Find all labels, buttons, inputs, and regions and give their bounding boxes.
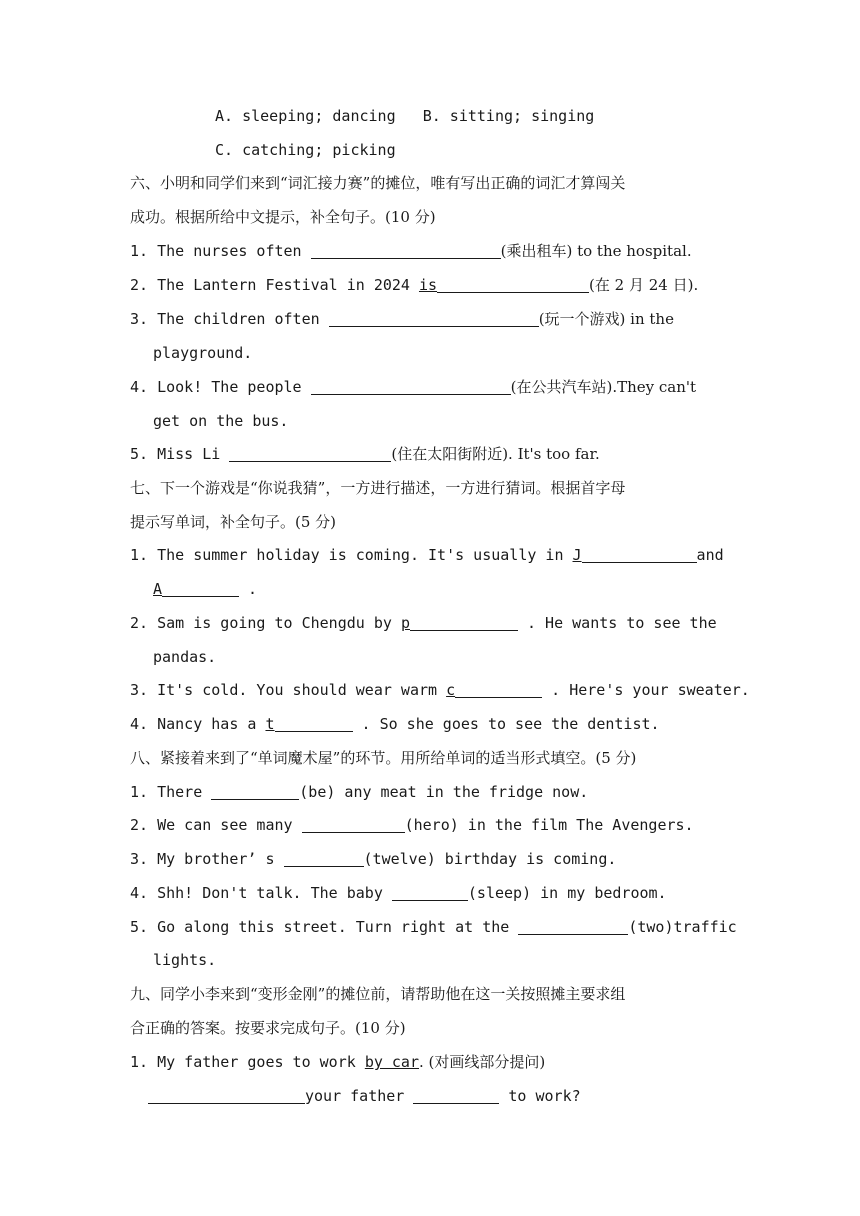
section7-title-line1: 七、下一个游戏是“你说我猜”，一方进行描述，一方进行猜词。根据首字母	[130, 479, 626, 497]
answer-blank[interactable]	[329, 310, 539, 327]
initial-letter: J	[572, 546, 582, 564]
answer-blank[interactable]	[311, 242, 501, 259]
s7-question-1-cont: A .	[153, 580, 258, 598]
section6-title-line1: 六、小明和同学们来到“词汇接力赛”的摊位，唯有写出正确的词汇才算闯关	[130, 174, 626, 192]
s6-question-1: 1. The nurses often (乘出租车) to the hospital.	[130, 242, 692, 260]
answer-blank[interactable]	[582, 546, 697, 563]
answer-blank[interactable]	[518, 918, 628, 935]
option-c: C. catching; picking	[215, 141, 396, 159]
s8-question-1: 1. There (be) any meat in the fridge now.	[130, 783, 589, 801]
answer-blank[interactable]	[162, 580, 239, 597]
section8-title: 八、紧接着来到了“单词魔术屋”的环节。用所给单词的适当形式填空。(5 分)	[130, 749, 637, 767]
hint-word: is	[418, 276, 438, 294]
initial-letter: c	[446, 681, 456, 699]
answer-blank[interactable]	[410, 614, 518, 631]
answer-blank[interactable]	[302, 816, 405, 833]
section6-title-line2: 成功。根据所给中文提示，补全句子。(10 分)	[130, 208, 436, 226]
s8-question-5: 5. Go along this street. Turn right at the (two)traffic	[130, 918, 737, 936]
s8-question-2: 2. We can see many (hero) in the film The Avengers.	[130, 816, 694, 834]
s7-question-2-cont: pandas.	[153, 648, 217, 666]
s6-question-3-cont: playground.	[153, 344, 253, 362]
option-b: B. sitting; singing	[422, 107, 595, 125]
s6-question-4-cont: get on the bus.	[153, 412, 289, 430]
option-row-ab	[215, 106, 594, 126]
s8-question-4: 4. Shh! Don't talk. The baby (sleep) in my bedroom.	[130, 884, 667, 902]
s8-question-5-cont: lights.	[153, 951, 217, 969]
answer-blank[interactable]	[229, 445, 391, 462]
section9-title-line2: 合正确的答案。按要求完成句子。(10 分)	[130, 1019, 406, 1037]
answer-blank[interactable]	[413, 1087, 499, 1104]
s7-question-2: 2. Sam is going to Chengdu by p . He wants to see the	[130, 614, 717, 632]
s7-question-4: 4. Nancy has a t . So she goes to see the dentist.	[130, 715, 660, 733]
answer-blank[interactable]	[211, 783, 299, 800]
answer-blank[interactable]	[455, 681, 542, 698]
section9-title-line1: 九、同学小李来到“变形金刚”的摊位前，请帮助他在这一关按照摊主要求组	[130, 985, 626, 1003]
answer-blank[interactable]	[284, 850, 364, 867]
initial-letter: p	[400, 614, 410, 632]
section7-title-line2: 提示写单词，补全句子。(5 分)	[130, 513, 337, 531]
answer-blank[interactable]	[437, 276, 589, 293]
s7-question-1: 1. The summer holiday is coming. It's usually in J and	[130, 546, 724, 564]
s9-question-1: 1. My father goes to work by car. (对画线部分提问)	[130, 1053, 546, 1071]
s6-question-3: 3. The children often (玩一个游戏) in the	[130, 310, 674, 328]
underlined-part: by car	[364, 1053, 419, 1071]
s6-question-2: 2. The Lantern Festival in 2024 is (在 2 月 24 日).	[130, 276, 699, 294]
s8-question-3: 3. My brother’ s (twelve) birthday is coming.	[130, 850, 617, 868]
initial-letter: A	[153, 580, 163, 598]
answer-blank[interactable]	[311, 378, 511, 395]
initial-letter: t	[265, 715, 275, 733]
s9-question-1-answer: your father to work?	[148, 1086, 581, 1106]
s6-question-5: 5. Miss Li (住在太阳街附近). It's too far.	[130, 445, 600, 463]
answer-blank[interactable]	[275, 715, 353, 732]
s6-question-4: 4. Look! The people (在公共汽车站).They can't	[130, 378, 697, 396]
answer-blank[interactable]	[148, 1087, 305, 1104]
option-a: A. sleeping; dancing	[215, 107, 396, 125]
answer-blank[interactable]	[392, 884, 468, 901]
s7-question-3: 3. It's cold. You should wear warm c . Here's your sweater.	[130, 681, 750, 699]
